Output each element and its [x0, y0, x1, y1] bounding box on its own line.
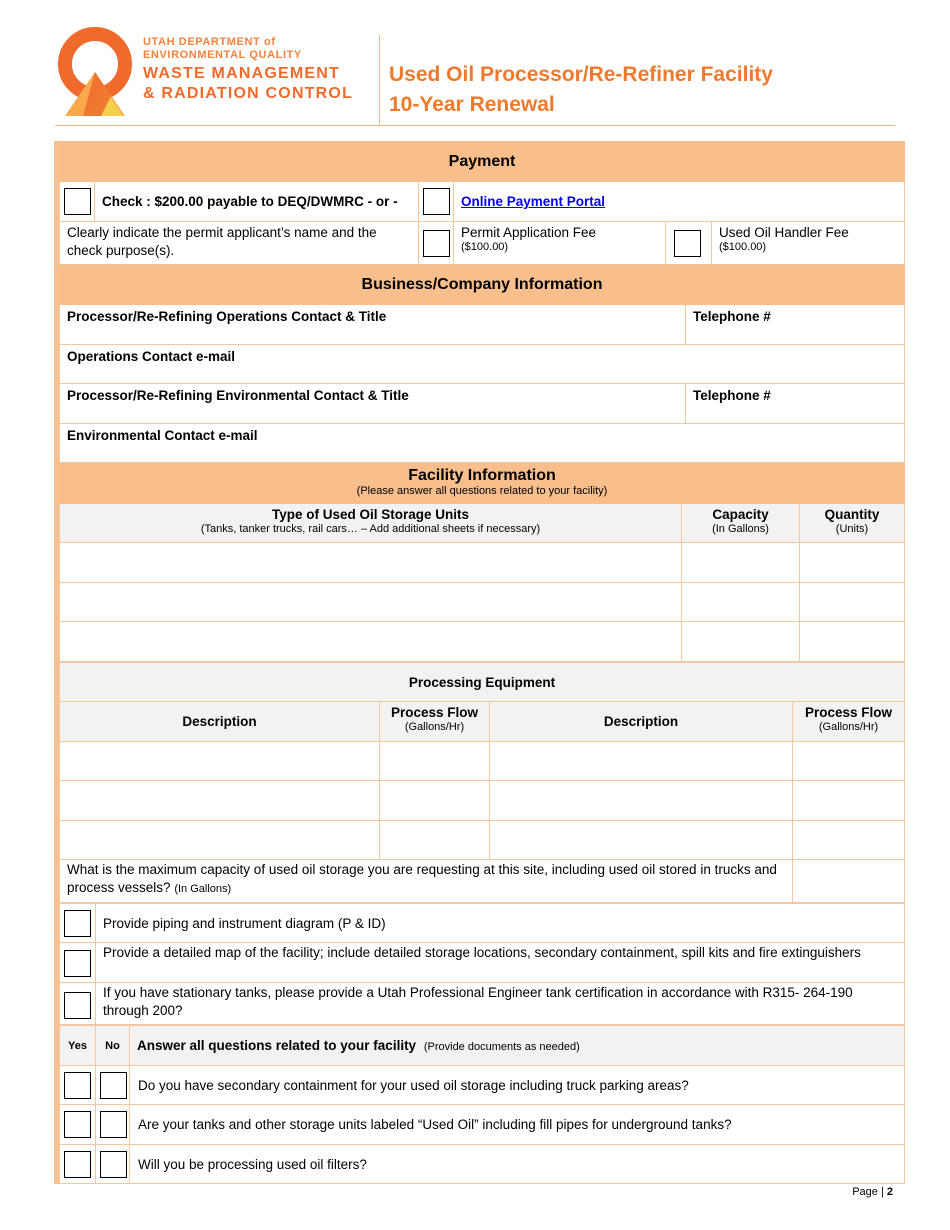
handler-fee-checkbox[interactable]: [674, 230, 701, 257]
equipment-description-input[interactable]: [60, 821, 380, 860]
online-payment-checkbox[interactable]: [423, 188, 450, 215]
check-payment-checkbox[interactable]: [64, 188, 91, 215]
description-header-1: Description: [60, 702, 380, 742]
storage-row: [60, 543, 905, 583]
agency-name-line2: ENVIRONMENTAL QUALITY: [143, 49, 302, 61]
facility-section: [59, 463, 905, 662]
storage-type-subheader: (Tanks, tanker trucks, rail cars… – Add additional sheets if necessary): [200, 523, 541, 535]
capacity-subheader: (In Gallons): [712, 523, 769, 535]
secondary-containment-no-checkbox[interactable]: [100, 1072, 127, 1099]
process-flow-header-1: Process Flow: [390, 705, 479, 720]
equipment-row: [60, 781, 905, 821]
question-row: [60, 1066, 905, 1105]
check-payment-label: Check : $200.00 payable to DEQ/DWMRC - or -: [95, 182, 419, 222]
storage-type-input[interactable]: [60, 622, 682, 662]
process-flow-subheader-1: (Gallons/Hr): [404, 721, 465, 733]
page-number-footer: [852, 1186, 893, 1198]
facility-subheading: (Please answer all questions related to your facility): [356, 485, 608, 497]
question-row: [60, 1105, 905, 1145]
handler-fee-cell: [666, 222, 712, 265]
quantity-input[interactable]: [800, 543, 905, 583]
header-divider: [379, 35, 380, 125]
equipment-row: [60, 742, 905, 781]
document-checklist: [59, 903, 905, 1025]
quantity-input[interactable]: [800, 622, 905, 662]
renewal-form: [54, 141, 899, 1184]
page-title: [389, 60, 773, 120]
agency-name-line4: & RADIATION CONTROL: [143, 85, 354, 102]
facility-map-label: Provide a detailed map of the facility; include detailed storage locations, secondary containment, spill kits and fire extinguishers: [96, 943, 905, 983]
handler-fee-label: Used Oil Handler Fee: [719, 225, 849, 240]
payment-section: [59, 141, 905, 265]
capacity-input[interactable]: [682, 622, 800, 662]
page-label: Page |: [852, 1186, 884, 1198]
deq-logo-icon: [55, 20, 135, 120]
processing-heading: Processing Equipment: [60, 663, 905, 702]
business-heading: Business/Company Information: [60, 266, 905, 305]
title-line1: Used Oil Processor/Re-Refiner Facility: [389, 63, 773, 86]
max-capacity-question: What is the maximum capacity of used oil storage you are requesting at this site, including used oil stored in trucks and process vessels?: [67, 862, 777, 895]
quantity-header: Quantity: [824, 507, 880, 522]
facility-map-checkbox[interactable]: [64, 950, 91, 977]
oil-filters-question: Will you be processing used oil filters?: [130, 1145, 905, 1184]
title-line2: 10-Year Renewal: [389, 93, 555, 116]
permit-fee-checkbox[interactable]: [423, 230, 450, 257]
permit-fee-label: Permit Application Fee: [461, 225, 597, 240]
process-flow-input[interactable]: [380, 821, 490, 860]
process-flow-header-2: Process Flow: [804, 705, 893, 720]
facility-questions: [59, 1025, 905, 1184]
online-payment-cell: [419, 182, 454, 222]
ops-contact-field[interactable]: Processor/Re-Refining Operations Contact & Title: [60, 305, 686, 345]
max-capacity-unit: (In Gallons): [174, 883, 232, 895]
storage-row: [60, 583, 905, 622]
tanks-labeled-no-checkbox[interactable]: [100, 1111, 127, 1138]
tanks-labeled-question: Are your tanks and other storage units labeled “Used Oil” including fill pipes for underground tanks?: [130, 1105, 905, 1145]
process-flow-input[interactable]: [793, 781, 905, 821]
equipment-description-input[interactable]: [490, 742, 793, 781]
agency-logo: [55, 20, 375, 120]
env-contact-field[interactable]: Processor/Re-Refining Environmental Contact & Title: [60, 384, 686, 424]
processing-section: [59, 662, 905, 903]
secondary-containment-yes-checkbox[interactable]: [64, 1072, 91, 1099]
questions-subheading: (Provide documents as needed): [423, 1041, 580, 1053]
description-header-2: Description: [490, 702, 793, 742]
handler-fee-amount: ($100.00): [719, 241, 767, 253]
online-payment-portal-link[interactable]: Online Payment Portal: [461, 194, 606, 209]
tank-certification-label: If you have stationary tanks, please provide a Utah Professional Engineer tank certification in accordance with R315- 264-190 through 200?: [96, 983, 905, 1025]
questions-heading: Answer all questions related to your facility: [137, 1038, 417, 1053]
page-header: [55, 20, 895, 126]
agency-name-line1: UTAH DEPARTMENT of: [143, 36, 276, 48]
permit-fee-cell: [419, 222, 454, 265]
payment-heading: Payment: [60, 142, 905, 182]
no-column-header: No: [96, 1026, 130, 1066]
equipment-description-input[interactable]: [60, 742, 380, 781]
quantity-subheader: (Units): [835, 523, 869, 535]
storage-type-header: Type of Used Oil Storage Units: [271, 507, 470, 522]
check-payment-cell: [60, 182, 95, 222]
pid-diagram-label: Provide piping and instrument diagram (P & ID): [96, 904, 905, 943]
equipment-description-input[interactable]: [490, 821, 793, 860]
process-flow-input[interactable]: [793, 821, 905, 860]
process-flow-subheader-2: (Gallons/Hr): [818, 721, 879, 733]
pid-diagram-checkbox[interactable]: [64, 910, 91, 937]
agency-name-line3: WASTE MANAGEMENT: [143, 65, 340, 82]
page-number: 2: [886, 1186, 893, 1198]
oil-filters-no-checkbox[interactable]: [100, 1151, 127, 1178]
capacity-input[interactable]: [682, 543, 800, 583]
max-capacity-input[interactable]: [793, 860, 905, 903]
secondary-containment-question: Do you have secondary containment for your used oil storage including truck parking areas?: [130, 1066, 905, 1105]
equipment-description-input[interactable]: [490, 781, 793, 821]
storage-row: [60, 622, 905, 662]
payment-instructions: Clearly indicate the permit applicant’s name and the check purpose(s).: [60, 222, 419, 265]
storage-type-input[interactable]: [60, 543, 682, 583]
business-section: [59, 265, 905, 463]
capacity-input[interactable]: [682, 583, 800, 622]
oil-filters-yes-checkbox[interactable]: [64, 1151, 91, 1178]
process-flow-input[interactable]: [380, 781, 490, 821]
tank-certification-checkbox[interactable]: [64, 992, 91, 1019]
storage-type-input[interactable]: [60, 583, 682, 622]
facility-heading: Facility Information: [408, 467, 556, 484]
tanks-labeled-yes-checkbox[interactable]: [64, 1111, 91, 1138]
question-row: [60, 1145, 905, 1184]
ops-telephone-field[interactable]: Telephone #: [686, 305, 905, 345]
yes-column-header: Yes: [60, 1026, 96, 1066]
capacity-header: Capacity: [712, 507, 769, 522]
equipment-row: [60, 821, 905, 860]
process-flow-input[interactable]: [380, 742, 490, 781]
equipment-description-input[interactable]: [60, 781, 380, 821]
process-flow-input[interactable]: [793, 742, 905, 781]
permit-fee-amount: ($100.00): [461, 241, 509, 253]
quantity-input[interactable]: [800, 583, 905, 622]
ops-email-field[interactable]: Operations Contact e-mail: [60, 345, 905, 384]
env-telephone-field[interactable]: Telephone #: [686, 384, 905, 424]
env-email-field[interactable]: Environmental Contact e-mail: [60, 424, 905, 463]
